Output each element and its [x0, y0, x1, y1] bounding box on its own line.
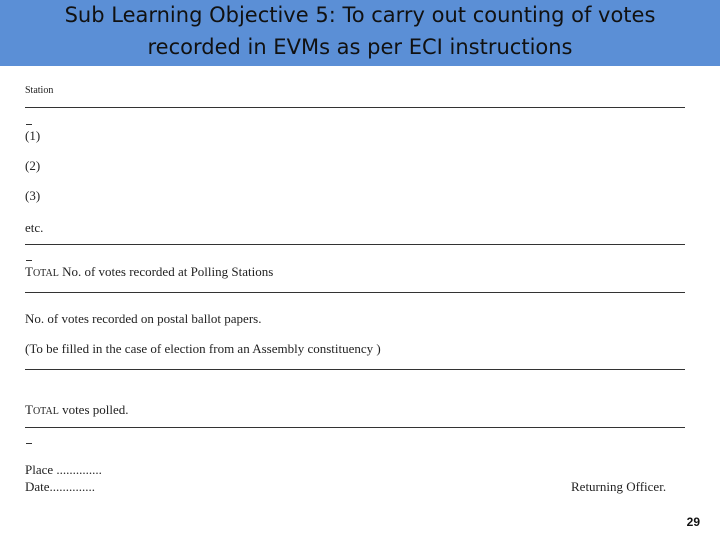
total-prefix: T — [25, 264, 33, 279]
dash-mark — [26, 124, 32, 125]
total-polling-text: No. of votes recorded at Polling Stations — [62, 264, 274, 279]
row-1-label: (1) — [25, 128, 41, 143]
assembly-note: (To be filled in the case of election from an Assembly constituency ) — [25, 341, 381, 356]
place-label: Place .............. — [25, 462, 102, 477]
dash-mark — [26, 260, 32, 261]
date-label: Date.............. — [25, 479, 96, 494]
row-3-label: (3) — [25, 188, 41, 203]
dash-mark — [26, 443, 32, 444]
station-label: Station — [25, 85, 54, 96]
total-polling-stations-label — [25, 264, 273, 280]
total-prefix: T — [25, 402, 33, 417]
divider-rule — [25, 427, 685, 428]
etc-label: etc. — [25, 220, 44, 235]
slide-header — [0, 0, 720, 66]
total-rest: OTAL — [32, 406, 59, 417]
total-rest: OTAL — [32, 268, 59, 279]
row-2-label: (2) — [25, 158, 41, 173]
divider-rule — [25, 292, 685, 293]
total-polled-text: votes polled. — [62, 402, 129, 417]
slide-title-line-1: Sub Learning Objective 5: To carry out counting of votes — [64, 3, 656, 27]
page-number: 29 — [686, 515, 700, 529]
returning-officer-label: Returning Officer. — [571, 479, 667, 494]
divider-rule — [25, 244, 685, 245]
divider-rule — [25, 107, 685, 108]
total-votes-polled-label — [25, 402, 129, 418]
slide-title-line-2: recorded in EVMs as per ECI instructions — [147, 35, 573, 59]
divider-rule — [25, 369, 685, 370]
postal-ballot-label: No. of votes recorded on postal ballot papers. — [25, 311, 262, 326]
